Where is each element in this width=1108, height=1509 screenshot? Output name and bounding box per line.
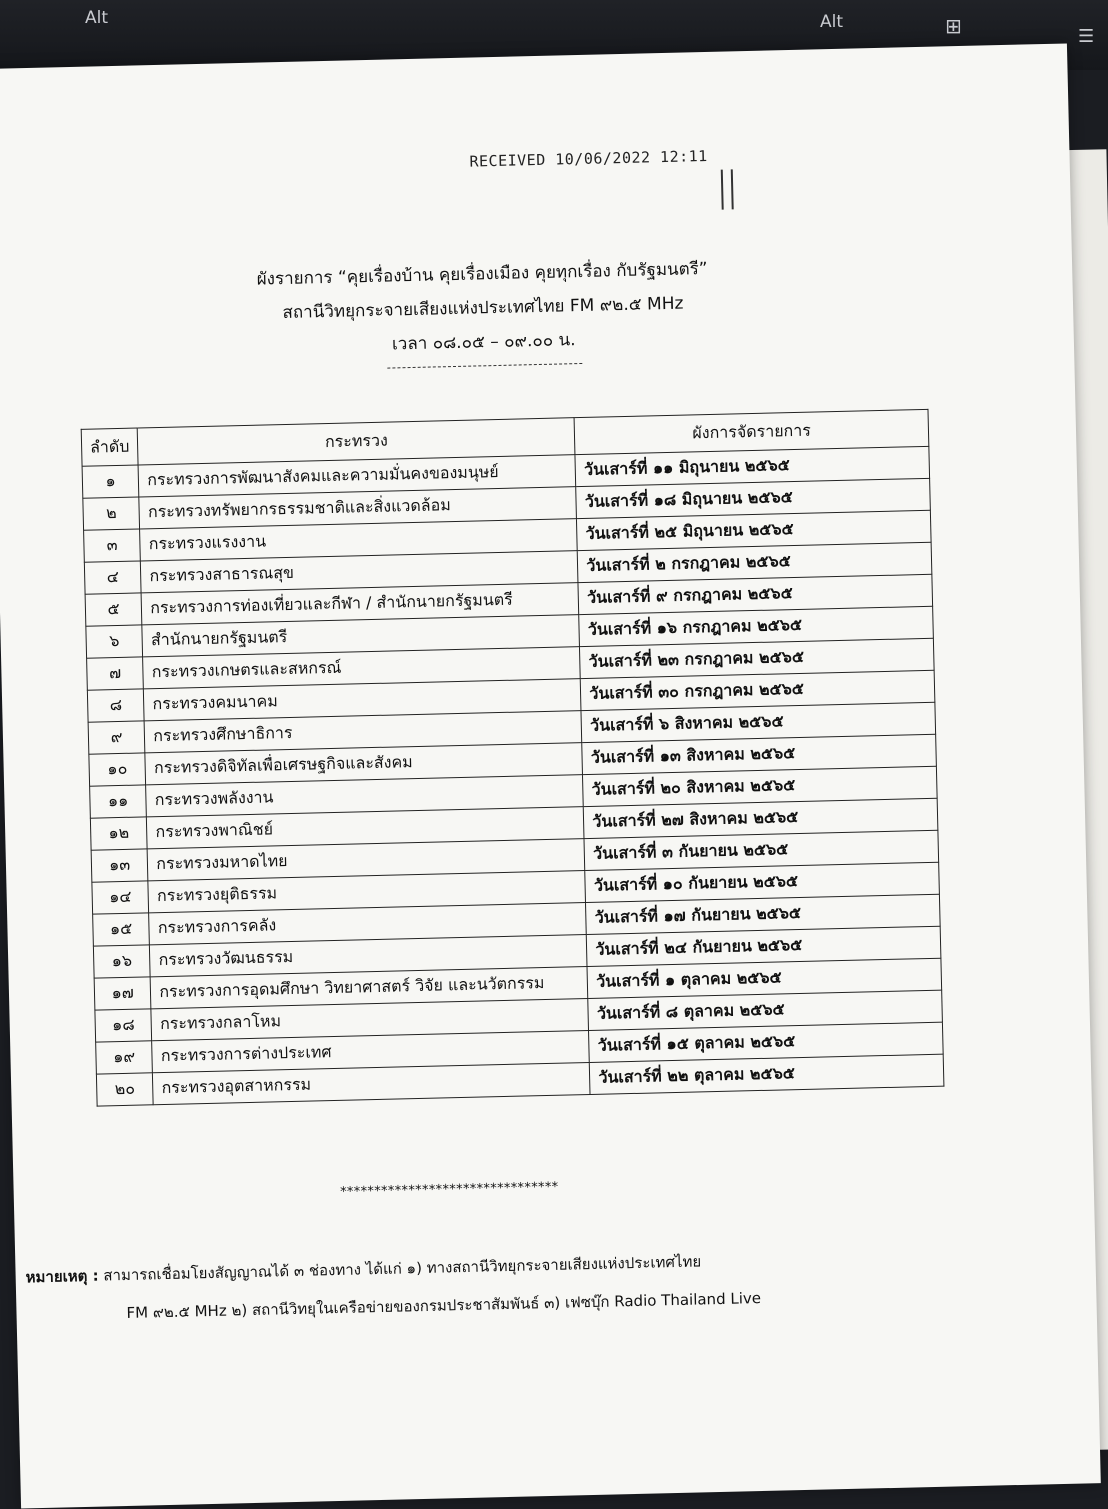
row-ministry: กระทรวงทรัพยากรธรรมชาติและสิ่งแวดล้อม [139,487,577,529]
row-number: ๑๙ [96,1041,153,1074]
row-schedule-date: วันเสาร์ที่ ๑๖ กรกฎาคม ๒๕๖๕ [579,606,933,646]
row-number: ๑๗ [94,977,151,1010]
row-number: ๑๔ [92,881,149,914]
row-number: ๘ [87,689,144,722]
row-number: ๑๘ [95,1009,152,1042]
row-ministry: กระทรวงการต่างประเทศ [152,1031,590,1073]
row-schedule-date: วันเสาร์ที่ ๘ ตุลาคม ๒๕๖๕ [588,990,942,1030]
header-divider [387,363,582,369]
remark-label: หมายเหตุ : [25,1266,99,1287]
stamp-tick-marks [721,169,734,209]
row-schedule-date: วันเสาร์ที่ ๑๐ กันยายน ๒๕๖๕ [585,862,939,902]
row-number: ๓ [84,529,141,562]
separator-stars: ******************************** [339,1179,559,1200]
document-page [0,43,1101,1508]
row-number: ๙ [88,721,145,754]
row-ministry: กระทรวงเกษตรและสหกรณ์ [143,647,581,689]
menu-key-icon: ☰ [1078,26,1095,47]
row-schedule-date: วันเสาร์ที่ ๒๗ สิงหาคม ๒๕๖๕ [584,798,938,838]
row-ministry: กระทรวงการพัฒนาสังคมและความมั่นคงของมนุษย์ [138,455,576,497]
row-number: ๑๕ [93,913,150,946]
row-ministry: กระทรวงสาธารณสุข [141,551,579,593]
row-number: ๑๖ [93,945,150,978]
windows-logo-icon: ⊞ [945,14,962,38]
row-schedule-date: วันเสาร์ที่ ๒๕ มิถุนายน ๒๕๖๕ [577,510,931,550]
row-number: ๑๒ [90,817,147,850]
row-schedule-date: วันเสาร์ที่ ๓ กันยายน ๒๕๖๕ [584,830,938,870]
row-schedule-date: วันเสาร์ที่ ๑๘ มิถุนายน ๒๕๖๕ [576,478,930,518]
row-ministry: กระทรวงดิจิทัลเพื่อเศรษฐกิจและสังคม [145,743,583,785]
row-ministry: กระทรวงการคลัง [149,903,587,945]
remark-line-2: FM ๙๒.๕ MHz ๒) สถานีวิทยุในเครือข่ายของกรมประชาสัมพันธ์ ๓) เฟซบุ๊ก Radio Thailand Live [126,1289,762,1322]
row-schedule-date: วันเสาร์ที่ ๒๓ กรกฎาคม ๒๕๖๕ [580,638,934,678]
row-ministry: กระทรวงพาณิชย์ [147,807,585,849]
remark-line-1: สามารถเชื่อมโยงสัญญาณได้ ๓ ช่องทาง ได้แก่ ๑) ทางสถานีวิทยุกระจายเสียงแห่งประเทศไทย [103,1252,702,1285]
broadcast-time: เวลา ๐๘.๐๕ – ๐๙.๐๐ น. [391,330,576,355]
row-ministry: กระทรวงวัฒนธรรม [150,935,588,977]
row-number: ๔ [84,561,141,594]
row-schedule-date: วันเสาร์ที่ ๙ กรกฎาคม ๒๕๖๕ [578,574,932,614]
row-number: ๗ [87,657,144,690]
remark-note [25,1239,847,1334]
alt-key-left: Alt [85,8,109,28]
document-header [202,251,764,373]
row-ministry: กระทรวงแรงงาน [140,519,578,561]
received-stamp: RECEIVED 10/06/2022 12:11 [469,146,708,171]
row-schedule-date: วันเสาร์ที่ ๒ กรกฎาคม ๒๕๖๕ [578,542,932,582]
row-ministry: กระทรวงยุติธรรม [148,871,586,913]
station-line: สถานีวิทยุกระจายเสียงแห่งประเทศไทย FM ๙๒.๕ MHz [282,293,684,324]
schedule-table [81,409,945,1107]
alt-key-right: Alt [820,12,844,32]
column-header-schedule: ผังการจัดรายการ [574,409,928,454]
row-schedule-date: วันเสาร์ที่ ๑๑ มิถุนายน ๒๕๖๕ [575,446,929,486]
row-ministry: กระทรวงศึกษาธิการ [144,711,582,753]
row-ministry: กระทรวงคมนาคม [144,679,582,721]
row-schedule-date: วันเสาร์ที่ ๑๕ ตุลาคม ๒๕๖๕ [589,1022,943,1062]
row-ministry: กระทรวงการท่องเที่ยวและกีฬา / สำนักนายกรัฐมนตรี [141,583,579,625]
row-number: ๑ [82,465,139,498]
row-number: ๑๓ [91,849,148,882]
row-schedule-date: วันเสาร์ที่ ๑๗ กันยายน ๒๕๖๕ [586,894,940,934]
row-schedule-date: วันเสาร์ที่ ๒๐ สิงหาคม ๒๕๖๕ [583,766,937,806]
row-number: ๒๐ [96,1073,153,1106]
row-schedule-date: วันเสาร์ที่ ๑ ตุลาคม ๒๕๖๕ [587,958,941,998]
row-schedule-date: วันเสาร์ที่ ๒๔ กันยายน ๒๕๖๕ [587,926,941,966]
row-ministry: กระทรวงพลังงาน [146,775,584,817]
row-schedule-date: วันเสาร์ที่ ๒๒ ตุลาคม ๒๕๖๕ [590,1054,944,1094]
row-number: ๑๑ [90,785,147,818]
row-number: ๒ [83,497,140,530]
row-schedule-date: วันเสาร์ที่ ๖ สิงหาคม ๒๕๖๕ [581,702,935,742]
row-number: ๑๐ [89,753,146,786]
row-ministry: กระทรวงมหาดไทย [147,839,585,881]
row-ministry: กระทรวงการอุดมศึกษา วิทยาศาสตร์ วิจัย และนวัตกรรม [150,967,588,1009]
row-ministry: กระทรวงกลาโหม [151,999,589,1041]
row-number: ๕ [85,593,142,626]
row-ministry: กระทรวงอุตสาหกรรม [153,1063,591,1105]
program-title: ผังรายการ “คุยเรื่องบ้าน คุยเรื่องเมือง คุยทุกเรื่อง กับรัฐมนตรี” [256,259,708,290]
row-ministry: สำนักนายกรัฐมนตรี [142,615,580,657]
row-schedule-date: วันเสาร์ที่ ๑๓ สิงหาคม ๒๕๖๕ [582,734,936,774]
column-header-ministry: กระทรวง [138,418,576,465]
column-header-order: ลำดับ [81,428,138,466]
row-number: ๖ [86,625,143,658]
row-schedule-date: วันเสาร์ที่ ๓๐ กรกฎาคม ๒๕๖๕ [581,670,935,710]
